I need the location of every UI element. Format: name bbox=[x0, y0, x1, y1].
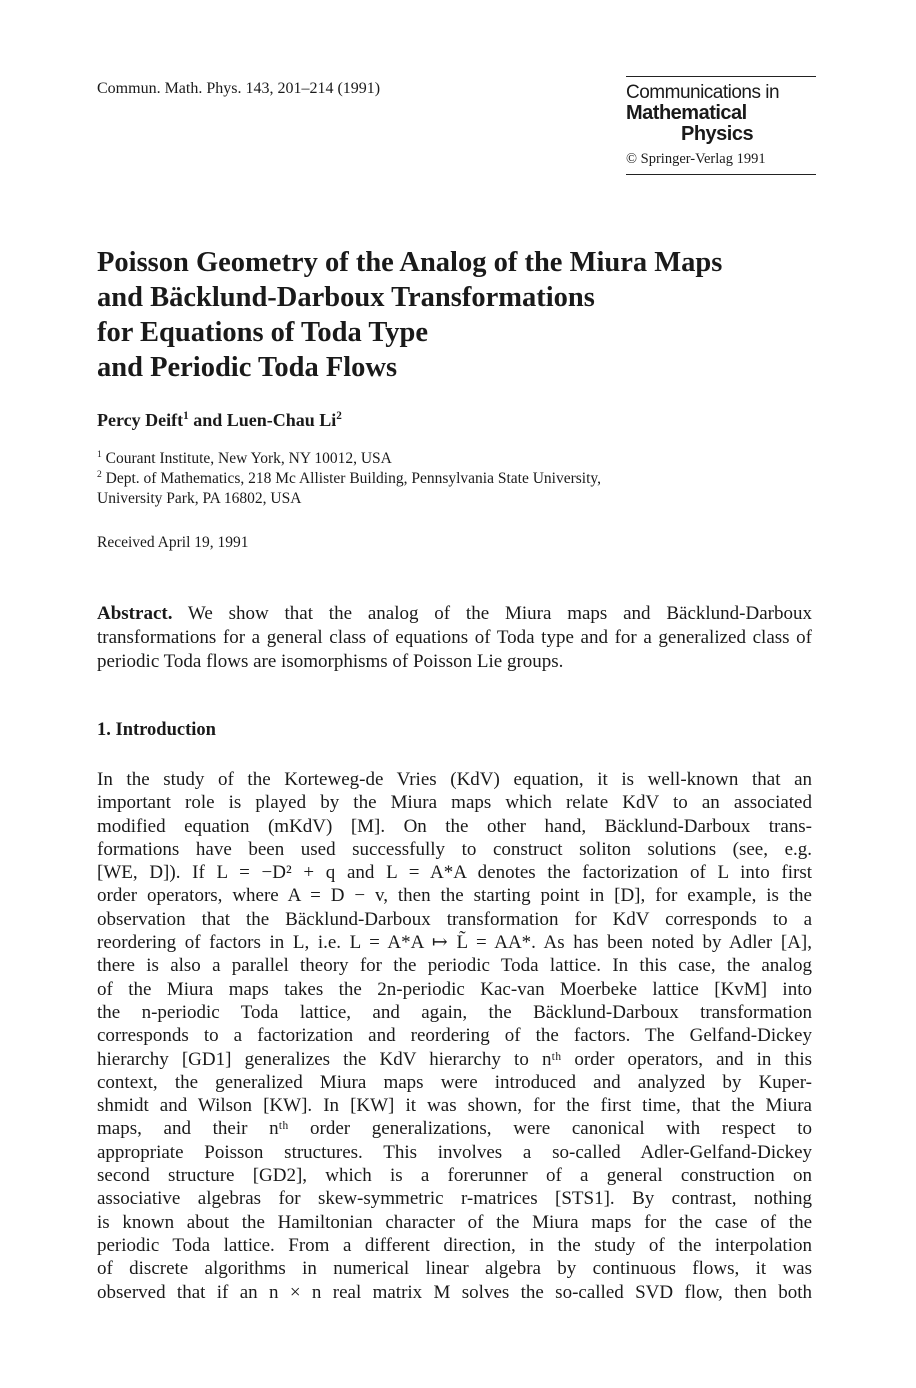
affiliation-text: University Park, PA 16802, USA bbox=[97, 490, 302, 507]
abstract bbox=[97, 602, 812, 674]
author-list bbox=[97, 410, 342, 431]
title-line: Poisson Geometry of the Analog of the Miura Maps bbox=[97, 247, 723, 278]
masthead-top-rule bbox=[626, 76, 816, 77]
body-line: formations have been used successfully to construct soliton solutions (see, e.g. bbox=[97, 838, 812, 860]
body-line: of discrete algorithms in numerical linear algebra by continuous flows, it was bbox=[97, 1258, 812, 1280]
body-line: there is also a parallel theory for the periodic Toda lattice. In this case, the analog bbox=[97, 955, 812, 977]
title-line: and Periodic Toda Flows bbox=[97, 352, 398, 383]
body-line: important role is played by the Miura maps which relate KdV to an associated bbox=[97, 792, 812, 814]
affiliation-mark: 1 bbox=[97, 448, 102, 460]
author-conjunction: and bbox=[193, 410, 223, 430]
body-line: reordering of factors in L, i.e. L = A*A ↦ L̃ = AA*. As has been noted by Adler [A], bbox=[97, 932, 812, 954]
journal-name-line1: Communications in bbox=[626, 82, 780, 103]
section-heading: 1. Introduction bbox=[97, 720, 216, 740]
masthead-bottom-rule bbox=[626, 174, 816, 175]
affiliation-line bbox=[97, 489, 837, 509]
body-line: corresponds to a factorization and reordering of the factors. The Gelfand-Dickey bbox=[97, 1025, 812, 1047]
body-line: associative algebras for skew-symmetric r-matrices [STS1]. By contrast, nothing bbox=[97, 1188, 812, 1210]
body-line: appropriate Poisson structures. This involves a so-called Adler-Gelfand-Dickey bbox=[97, 1141, 812, 1163]
affiliation-mark: 1 bbox=[183, 410, 189, 422]
body-line: the n-periodic Toda lattice, and again, the Bäcklund-Darboux transformation bbox=[97, 1001, 812, 1023]
affiliations bbox=[97, 449, 837, 509]
author-name: Percy Deift bbox=[97, 410, 184, 430]
body-line: observation that the Bäcklund-Darboux transformation for KdV corresponds to a bbox=[97, 908, 812, 930]
body-line: of the Miura maps takes the 2n-periodic Kac-van Moerbeke lattice [KvM] into bbox=[97, 978, 812, 1000]
title-line: for Equations of Toda Type bbox=[97, 317, 429, 348]
abstract-text: We show that the analog of the Miura maps and Bäcklund-Darboux transformations for a general class of equations of Toda type and for a generalized class of periodic Toda flows are isomorphisms of Poisson Lie groups. bbox=[97, 603, 812, 672]
body-line: [WE, D]). If L = −D² + q and L = A*A denotes the factorization of L into first bbox=[97, 862, 812, 884]
affiliation-text: Dept. of Mathematics, 218 Mc Allister Building, Pennsylvania State University, bbox=[105, 470, 602, 487]
body-line: modified equation (mKdV) [M]. On the other hand, Bäcklund-Darboux trans- bbox=[97, 815, 812, 837]
affiliation-text: Courant Institute, New York, NY 10012, USA bbox=[105, 450, 392, 467]
affiliation-mark: 2 bbox=[336, 410, 342, 422]
body-line: context, the generalized Miura maps were introduced and analyzed by Kuper- bbox=[97, 1071, 812, 1093]
paper-title bbox=[97, 245, 837, 385]
affiliation-mark: 2 bbox=[97, 468, 102, 480]
body-line: maps, and their nᵗʰ order generalizations, were canonical with respect to bbox=[97, 1118, 812, 1140]
journal-citation: Commun. Math. Phys. 143, 201–214 (1991) bbox=[97, 80, 381, 97]
body-line: In the study of the Korteweg-de Vries (KdV) equation, it is well-known that an bbox=[97, 769, 812, 790]
introduction-body bbox=[97, 768, 812, 1304]
journal-name-line2: Mathematical bbox=[626, 102, 747, 124]
body-line: order operators, where A = D − v, then the starting point in [D], for example, is the bbox=[97, 885, 812, 907]
body-line: second structure [GD2], which is a forerunner of a general construction on bbox=[97, 1165, 812, 1187]
affiliation-line bbox=[97, 469, 837, 489]
author-name: Luen-Chau Li bbox=[226, 410, 337, 430]
body-line: observed that if an n × n real matrix M solves the so-called SVD flow, then both bbox=[97, 1281, 812, 1303]
received-date: Received April 19, 1991 bbox=[97, 534, 249, 551]
affiliation-line bbox=[97, 449, 837, 469]
body-line: hierarchy [GD1] generalizes the KdV hierarchy to nᵗʰ order operators, and in this bbox=[97, 1048, 812, 1070]
publisher-copyright: © Springer-Verlag 1991 bbox=[626, 151, 766, 167]
body-line: periodic Toda lattice. From a different direction, in the study of the interpolation bbox=[97, 1234, 812, 1256]
journal-masthead bbox=[626, 76, 816, 175]
title-line: and Bäcklund-Darboux Transformations bbox=[97, 282, 595, 313]
body-line: shmidt and Wilson [KW]. In [KW] it was shown, for the first time, that the Miura bbox=[97, 1095, 812, 1117]
abstract-label: Abstract. bbox=[97, 603, 173, 624]
body-line: is known about the Hamiltonian character of the Miura maps for the case of the bbox=[97, 1211, 812, 1233]
journal-name-line3: Physics bbox=[681, 123, 754, 145]
